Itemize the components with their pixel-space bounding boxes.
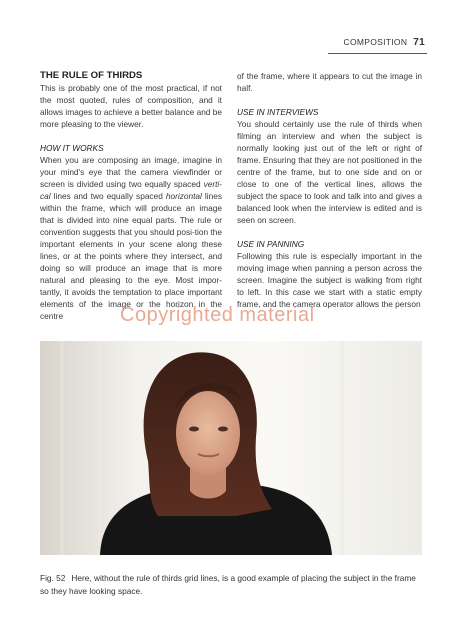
body-text: lines and two equally spaced <box>50 191 166 201</box>
page-number: 71 <box>413 37 425 48</box>
interviews-paragraph: You should certainly use the rule of thirds when filming an interview and when the subject is normally looking just out of the left or right of frame. Ensuring that they are not positioned in the centre of the frame, but to one side and on or close to one of the vertical lines, allows the subject the space to look and talk into and gives a balanced look when the interview is edited and is seen on screen. <box>237 119 422 225</box>
caption-text: Here, without the rule of thirds grid lines, is a good example of placing the subject in the frame so they have looking space. <box>40 573 416 596</box>
portrait-image <box>40 341 422 555</box>
figure-caption <box>40 572 425 598</box>
emphasis-vertical: verti-cal <box>40 179 222 201</box>
running-header <box>344 37 425 48</box>
body-text: When you are composing an image, imagine in your mind's eye that the camera viewfinder or screen is divided using two equally spaced <box>40 155 222 189</box>
how-it-works-paragraph <box>40 154 222 322</box>
left-column <box>40 70 222 322</box>
figure-label: Fig. 52 <box>40 573 66 583</box>
subheading-panning: USE IN PANNING <box>237 239 305 249</box>
subheading-interviews: USE IN INTERVIEWS <box>237 107 319 117</box>
subheading-how-it-works: HOW IT WORKS <box>40 143 104 153</box>
section-heading: THE RULE OF THIRDS <box>40 70 143 81</box>
right-column <box>237 70 422 310</box>
header-rule <box>328 53 427 54</box>
body-text: lines within the frame, which will produce an image that is divided into nine equal parts. The rule or convention suggests that you should posi-tion the important elements in your scene along these lines, or at the points where they intersect, and doing so will produce an image that is more natural and pleasing to the eye. Most impor-tantly, it avoids the temptation to place important elements of the image or the horizon in the centre <box>40 191 222 321</box>
continuation-paragraph: of the frame, where it appears to cut the image in half. <box>237 71 422 93</box>
emphasis-horizontal: horizontal <box>165 191 202 201</box>
section-title: COMPOSITION <box>343 37 408 47</box>
panning-paragraph: Following this rule is especially important in the moving image when panning a person across the screen. Imagine the subject is walking from right to left. In this case we start with a static empty frame, and the camera operator allows the person <box>237 251 422 309</box>
copyright-watermark: Copyrighted material <box>120 304 315 326</box>
figure-photo <box>40 341 422 555</box>
intro-paragraph: This is probably one of the most practical, if not the most quoted, rules of composition, and it allows images to achieve a better balance and be more pleasing to the viewer. <box>40 83 222 129</box>
